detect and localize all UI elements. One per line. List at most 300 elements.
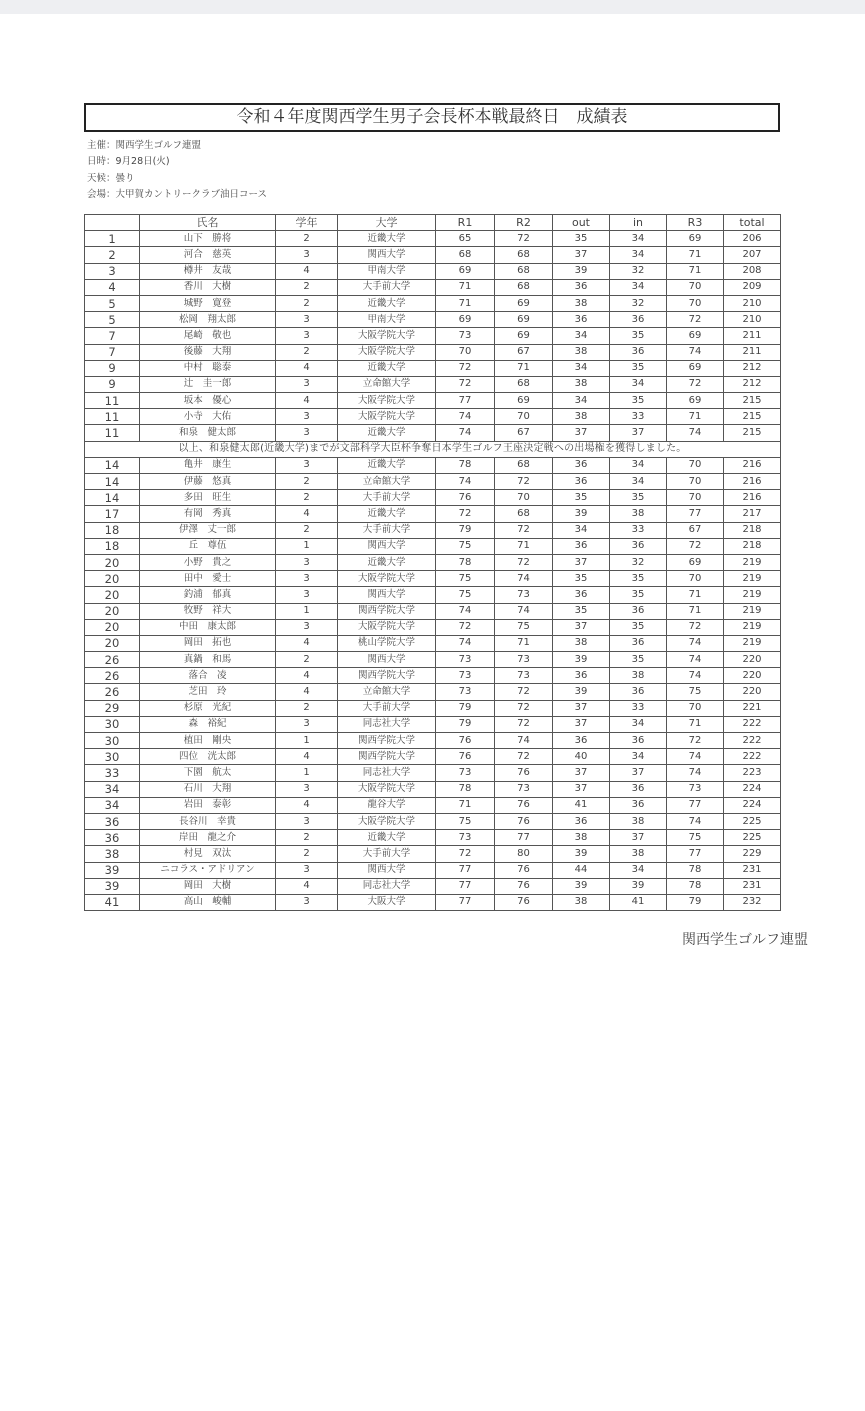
cell-name: 小野 貴之 <box>140 554 276 570</box>
cell-r2: 73 <box>495 587 553 603</box>
cell-name: 芝田 玲 <box>140 684 276 700</box>
cell-rank: 41 <box>85 894 140 910</box>
cell-r2: 72 <box>495 554 553 570</box>
cell-out: 36 <box>553 474 610 490</box>
cell-out: 38 <box>553 830 610 846</box>
cell-total: 232 <box>724 894 781 910</box>
cell-r1: 68 <box>436 247 495 263</box>
table-row <box>85 247 781 263</box>
cell-r1: 74 <box>436 603 495 619</box>
cell-name: 香川 大樹 <box>140 279 276 295</box>
cell-name: 城野 寛登 <box>140 295 276 311</box>
cell-in: 36 <box>610 781 667 797</box>
cell-out: 35 <box>553 571 610 587</box>
cell-name: 長谷川 幸貴 <box>140 813 276 829</box>
cell-r3: 74 <box>667 813 724 829</box>
cell-in: 35 <box>610 490 667 506</box>
cell-total: 219 <box>724 619 781 635</box>
cell-r2: 72 <box>495 231 553 247</box>
cell-name: 岡田 大樹 <box>140 878 276 894</box>
cell-grade: 3 <box>276 328 338 344</box>
cell-grade: 4 <box>276 263 338 279</box>
cell-r2: 74 <box>495 733 553 749</box>
cell-rank: 29 <box>85 700 140 716</box>
cell-r1: 78 <box>436 457 495 473</box>
table-row <box>85 749 781 765</box>
table-row <box>85 830 781 846</box>
cell-grade: 3 <box>276 587 338 603</box>
cell-r1: 73 <box>436 765 495 781</box>
cell-r1: 71 <box>436 295 495 311</box>
cell-rank: 20 <box>85 635 140 651</box>
cell-name: 落合 凌 <box>140 668 276 684</box>
cell-r1: 74 <box>436 474 495 490</box>
cell-grade: 3 <box>276 716 338 732</box>
cell-r1: 72 <box>436 846 495 862</box>
table-row <box>85 328 781 344</box>
cell-name: ニコラス・アドリアン <box>140 862 276 878</box>
cell-university: 大手前大学 <box>338 490 436 506</box>
cell-university: 近畿大学 <box>338 425 436 441</box>
cell-out: 39 <box>553 263 610 279</box>
cell-r1: 77 <box>436 393 495 409</box>
cell-name: 森 裕紀 <box>140 716 276 732</box>
document-title: 令和４年度関西学生男子会長杯本戦最終日 成績表 <box>84 103 780 132</box>
table-row <box>85 846 781 862</box>
cell-r3: 72 <box>667 733 724 749</box>
cell-in: 34 <box>610 474 667 490</box>
table-row <box>85 571 781 587</box>
cell-in: 35 <box>610 328 667 344</box>
cell-r3: 69 <box>667 393 724 409</box>
cell-in: 34 <box>610 376 667 392</box>
cell-in: 37 <box>610 425 667 441</box>
cell-r2: 69 <box>495 328 553 344</box>
cell-r3: 72 <box>667 538 724 554</box>
cell-r2: 68 <box>495 263 553 279</box>
cell-rank: 20 <box>85 554 140 570</box>
cell-university: 龍谷大学 <box>338 797 436 813</box>
cell-r3: 70 <box>667 474 724 490</box>
cell-out: 37 <box>553 425 610 441</box>
cell-total: 217 <box>724 506 781 522</box>
cell-university: 大阪学院大学 <box>338 344 436 360</box>
cell-in: 38 <box>610 506 667 522</box>
header-r2: R2 <box>495 215 553 231</box>
cell-university: 立命館大学 <box>338 474 436 490</box>
cell-rank: 36 <box>85 813 140 829</box>
cell-r3: 73 <box>667 781 724 797</box>
cell-grade: 3 <box>276 247 338 263</box>
cell-rank: 3 <box>85 263 140 279</box>
cell-r1: 78 <box>436 781 495 797</box>
cell-in: 36 <box>610 635 667 651</box>
cell-r3: 71 <box>667 409 724 425</box>
cell-university: 近畿大学 <box>338 830 436 846</box>
cell-total: 224 <box>724 781 781 797</box>
cell-r1: 72 <box>436 360 495 376</box>
table-row <box>85 312 781 328</box>
cell-university: 大手前大学 <box>338 279 436 295</box>
cell-university: 関西学院大学 <box>338 668 436 684</box>
cell-in: 32 <box>610 263 667 279</box>
cell-university: 近畿大学 <box>338 231 436 247</box>
cell-r3: 79 <box>667 894 724 910</box>
cell-r1: 77 <box>436 894 495 910</box>
cell-r3: 74 <box>667 635 724 651</box>
cell-r2: 67 <box>495 344 553 360</box>
cell-out: 38 <box>553 344 610 360</box>
cell-r1: 71 <box>436 279 495 295</box>
cell-rank: 30 <box>85 749 140 765</box>
cell-in: 36 <box>610 603 667 619</box>
cell-rank: 7 <box>85 344 140 360</box>
table-row <box>85 813 781 829</box>
table-row <box>85 522 781 538</box>
cell-rank: 11 <box>85 393 140 409</box>
cell-rank: 9 <box>85 376 140 392</box>
cell-r3: 70 <box>667 279 724 295</box>
cell-r2: 69 <box>495 312 553 328</box>
cell-name: 真鍋 和馬 <box>140 652 276 668</box>
cell-rank: 20 <box>85 603 140 619</box>
cell-out: 37 <box>553 700 610 716</box>
cell-name: 岩田 泰彰 <box>140 797 276 813</box>
cell-grade: 3 <box>276 457 338 473</box>
cell-grade: 1 <box>276 603 338 619</box>
cell-r2: 72 <box>495 749 553 765</box>
cell-r1: 73 <box>436 328 495 344</box>
cell-r3: 74 <box>667 344 724 360</box>
cell-rank: 30 <box>85 733 140 749</box>
cell-r1: 79 <box>436 522 495 538</box>
header-in: in <box>610 215 667 231</box>
cell-rank: 36 <box>85 830 140 846</box>
cell-university: 関西大学 <box>338 247 436 263</box>
cell-out: 35 <box>553 490 610 506</box>
cell-grade: 3 <box>276 409 338 425</box>
cell-out: 35 <box>553 231 610 247</box>
qualification-note: 以上、和泉健太郎(近畿大学)までが文部科学大臣杯争奪日本学生ゴルフ王座決定戦への出場権を獲得しました。 <box>85 441 781 457</box>
cell-r1: 69 <box>436 312 495 328</box>
cell-rank: 18 <box>85 538 140 554</box>
cell-rank: 9 <box>85 360 140 376</box>
cell-university: 大阪学院大学 <box>338 781 436 797</box>
cell-total: 216 <box>724 490 781 506</box>
cell-grade: 2 <box>276 700 338 716</box>
cell-total: 210 <box>724 295 781 311</box>
cell-grade: 3 <box>276 376 338 392</box>
cell-grade: 4 <box>276 360 338 376</box>
cell-out: 37 <box>553 781 610 797</box>
cell-name: 牧野 祥大 <box>140 603 276 619</box>
note-section <box>85 441 781 457</box>
cell-name: 山下 勝将 <box>140 231 276 247</box>
cell-total: 220 <box>724 668 781 684</box>
cell-r1: 73 <box>436 684 495 700</box>
cell-out: 38 <box>553 295 610 311</box>
cell-r3: 70 <box>667 490 724 506</box>
cell-university: 甲南大学 <box>338 312 436 328</box>
cell-r2: 73 <box>495 781 553 797</box>
cell-out: 40 <box>553 749 610 765</box>
cell-r1: 76 <box>436 749 495 765</box>
cell-r3: 69 <box>667 554 724 570</box>
cell-in: 33 <box>610 409 667 425</box>
cell-in: 34 <box>610 716 667 732</box>
cell-university: 近畿大学 <box>338 295 436 311</box>
cell-name: 有岡 秀真 <box>140 506 276 522</box>
cell-r1: 75 <box>436 571 495 587</box>
cell-r2: 77 <box>495 830 553 846</box>
cell-rank: 1 <box>85 231 140 247</box>
cell-university: 甲南大学 <box>338 263 436 279</box>
table-row <box>85 295 781 311</box>
table-row <box>85 587 781 603</box>
table-row <box>85 263 781 279</box>
cell-name: 松岡 翔太郎 <box>140 312 276 328</box>
cell-out: 36 <box>553 538 610 554</box>
cell-name: 村見 双汰 <box>140 846 276 862</box>
cell-rank: 30 <box>85 716 140 732</box>
cell-r2: 69 <box>495 393 553 409</box>
cell-grade: 3 <box>276 619 338 635</box>
cell-university: 関西大学 <box>338 862 436 878</box>
table-row <box>85 652 781 668</box>
cell-r1: 73 <box>436 652 495 668</box>
cell-name: 坂本 優心 <box>140 393 276 409</box>
header-r1: R1 <box>436 215 495 231</box>
cell-total: 225 <box>724 813 781 829</box>
header-r3: R3 <box>667 215 724 231</box>
cell-r2: 70 <box>495 409 553 425</box>
cell-total: 211 <box>724 344 781 360</box>
cell-rank: 11 <box>85 409 140 425</box>
table-row <box>85 797 781 813</box>
cell-university: 大阪学院大学 <box>338 328 436 344</box>
cell-total: 231 <box>724 878 781 894</box>
cell-r1: 73 <box>436 830 495 846</box>
cell-r3: 74 <box>667 749 724 765</box>
note-row <box>85 441 781 457</box>
cell-r3: 77 <box>667 846 724 862</box>
cell-r3: 72 <box>667 619 724 635</box>
cell-grade: 4 <box>276 635 338 651</box>
cell-name: 田中 愛士 <box>140 571 276 587</box>
cell-r3: 71 <box>667 716 724 732</box>
cell-in: 38 <box>610 846 667 862</box>
cell-in: 38 <box>610 668 667 684</box>
cell-r2: 74 <box>495 603 553 619</box>
cell-total: 219 <box>724 554 781 570</box>
cell-university: 立命館大学 <box>338 376 436 392</box>
cell-grade: 2 <box>276 344 338 360</box>
cell-rank: 18 <box>85 522 140 538</box>
table-row <box>85 894 781 910</box>
table-row <box>85 765 781 781</box>
cell-out: 36 <box>553 668 610 684</box>
cell-out: 37 <box>553 619 610 635</box>
cell-r2: 71 <box>495 635 553 651</box>
cell-in: 35 <box>610 571 667 587</box>
cell-in: 34 <box>610 457 667 473</box>
cell-r1: 75 <box>436 813 495 829</box>
table-row <box>85 700 781 716</box>
table-row <box>85 862 781 878</box>
cell-r1: 65 <box>436 231 495 247</box>
cell-total: 215 <box>724 409 781 425</box>
cell-out: 39 <box>553 878 610 894</box>
cell-university: 近畿大学 <box>338 554 436 570</box>
cell-name: 中田 康太郎 <box>140 619 276 635</box>
cell-r2: 76 <box>495 813 553 829</box>
table-row <box>85 376 781 392</box>
cell-university: 立命館大学 <box>338 684 436 700</box>
cell-university: 近畿大学 <box>338 457 436 473</box>
cell-r2: 68 <box>495 247 553 263</box>
cell-out: 39 <box>553 506 610 522</box>
table-row <box>85 457 781 473</box>
cell-rank: 7 <box>85 328 140 344</box>
meta-date: 日時：9月28日(火) <box>87 156 170 168</box>
cell-in: 34 <box>610 749 667 765</box>
cell-rank: 2 <box>85 247 140 263</box>
cell-in: 33 <box>610 700 667 716</box>
cell-r2: 76 <box>495 878 553 894</box>
cell-total: 222 <box>724 749 781 765</box>
event-info <box>87 138 267 203</box>
cell-total: 229 <box>724 846 781 862</box>
cell-out: 37 <box>553 247 610 263</box>
cell-grade: 3 <box>276 571 338 587</box>
cell-in: 35 <box>610 619 667 635</box>
cell-r3: 69 <box>667 231 724 247</box>
cell-out: 38 <box>553 894 610 910</box>
cell-in: 35 <box>610 393 667 409</box>
cell-in: 34 <box>610 247 667 263</box>
cell-name: 多田 旺生 <box>140 490 276 506</box>
cell-grade: 1 <box>276 538 338 554</box>
cell-r1: 74 <box>436 635 495 651</box>
cell-university: 近畿大学 <box>338 360 436 376</box>
cell-rank: 14 <box>85 457 140 473</box>
table-row <box>85 733 781 749</box>
cell-out: 36 <box>553 279 610 295</box>
cell-total: 223 <box>724 765 781 781</box>
cell-r3: 70 <box>667 700 724 716</box>
cell-university: 関西大学 <box>338 587 436 603</box>
cell-out: 34 <box>553 522 610 538</box>
cell-out: 39 <box>553 684 610 700</box>
remaining-rows <box>85 457 781 910</box>
cell-r3: 71 <box>667 587 724 603</box>
cell-rank: 4 <box>85 279 140 295</box>
cell-total: 212 <box>724 360 781 376</box>
cell-r1: 77 <box>436 862 495 878</box>
cell-rank: 34 <box>85 797 140 813</box>
cell-name: 植田 剛央 <box>140 733 276 749</box>
cell-name: 石川 大翔 <box>140 781 276 797</box>
cell-r1: 72 <box>436 376 495 392</box>
cell-r3: 70 <box>667 295 724 311</box>
table-row <box>85 409 781 425</box>
cell-r3: 71 <box>667 603 724 619</box>
cell-r2: 80 <box>495 846 553 862</box>
cell-out: 39 <box>553 846 610 862</box>
cell-r1: 76 <box>436 490 495 506</box>
cell-grade: 3 <box>276 862 338 878</box>
cell-name: 高山 峻輔 <box>140 894 276 910</box>
cell-out: 34 <box>553 393 610 409</box>
cell-total: 224 <box>724 797 781 813</box>
cell-rank: 20 <box>85 571 140 587</box>
cell-in: 36 <box>610 684 667 700</box>
cell-r3: 72 <box>667 376 724 392</box>
cell-grade: 2 <box>276 295 338 311</box>
cell-in: 38 <box>610 813 667 829</box>
header-total: total <box>724 215 781 231</box>
cell-name: 亀井 康生 <box>140 457 276 473</box>
cell-university: 関西学院大学 <box>338 749 436 765</box>
cell-r2: 72 <box>495 716 553 732</box>
cell-r1: 72 <box>436 619 495 635</box>
cell-out: 38 <box>553 409 610 425</box>
cell-rank: 11 <box>85 425 140 441</box>
table-row <box>85 781 781 797</box>
results-table <box>84 214 781 911</box>
cell-university: 大手前大学 <box>338 846 436 862</box>
cell-r2: 74 <box>495 571 553 587</box>
cell-in: 34 <box>610 231 667 247</box>
cell-total: 218 <box>724 538 781 554</box>
cell-out: 37 <box>553 765 610 781</box>
cell-rank: 20 <box>85 619 140 635</box>
table-row <box>85 360 781 376</box>
cell-name: 後藤 大翔 <box>140 344 276 360</box>
header-rank <box>85 215 140 231</box>
meta-venue: 会場：大甲賀カントリークラブ油日コース <box>87 188 268 200</box>
cell-rank: 5 <box>85 312 140 328</box>
cell-grade: 3 <box>276 425 338 441</box>
cell-r2: 68 <box>495 376 553 392</box>
cell-r2: 67 <box>495 425 553 441</box>
cell-total: 219 <box>724 635 781 651</box>
cell-rank: 38 <box>85 846 140 862</box>
cell-name: 河合 慈英 <box>140 247 276 263</box>
cell-out: 34 <box>553 328 610 344</box>
cell-out: 36 <box>553 813 610 829</box>
cell-grade: 2 <box>276 830 338 846</box>
cell-r3: 71 <box>667 263 724 279</box>
cell-name: 岡田 拓也 <box>140 635 276 651</box>
viewer-top-bar <box>0 0 865 14</box>
header-grade: 学年 <box>276 215 338 231</box>
cell-university: 大手前大学 <box>338 522 436 538</box>
cell-r2: 73 <box>495 652 553 668</box>
table-row <box>85 684 781 700</box>
cell-total: 215 <box>724 393 781 409</box>
cell-grade: 3 <box>276 813 338 829</box>
cell-rank: 33 <box>85 765 140 781</box>
cell-grade: 4 <box>276 668 338 684</box>
cell-out: 36 <box>553 457 610 473</box>
cell-grade: 2 <box>276 490 338 506</box>
cell-university: 桃山学院大学 <box>338 635 436 651</box>
cell-r3: 74 <box>667 668 724 684</box>
cell-name: 釣浦 郁真 <box>140 587 276 603</box>
table-row <box>85 279 781 295</box>
table-row <box>85 393 781 409</box>
